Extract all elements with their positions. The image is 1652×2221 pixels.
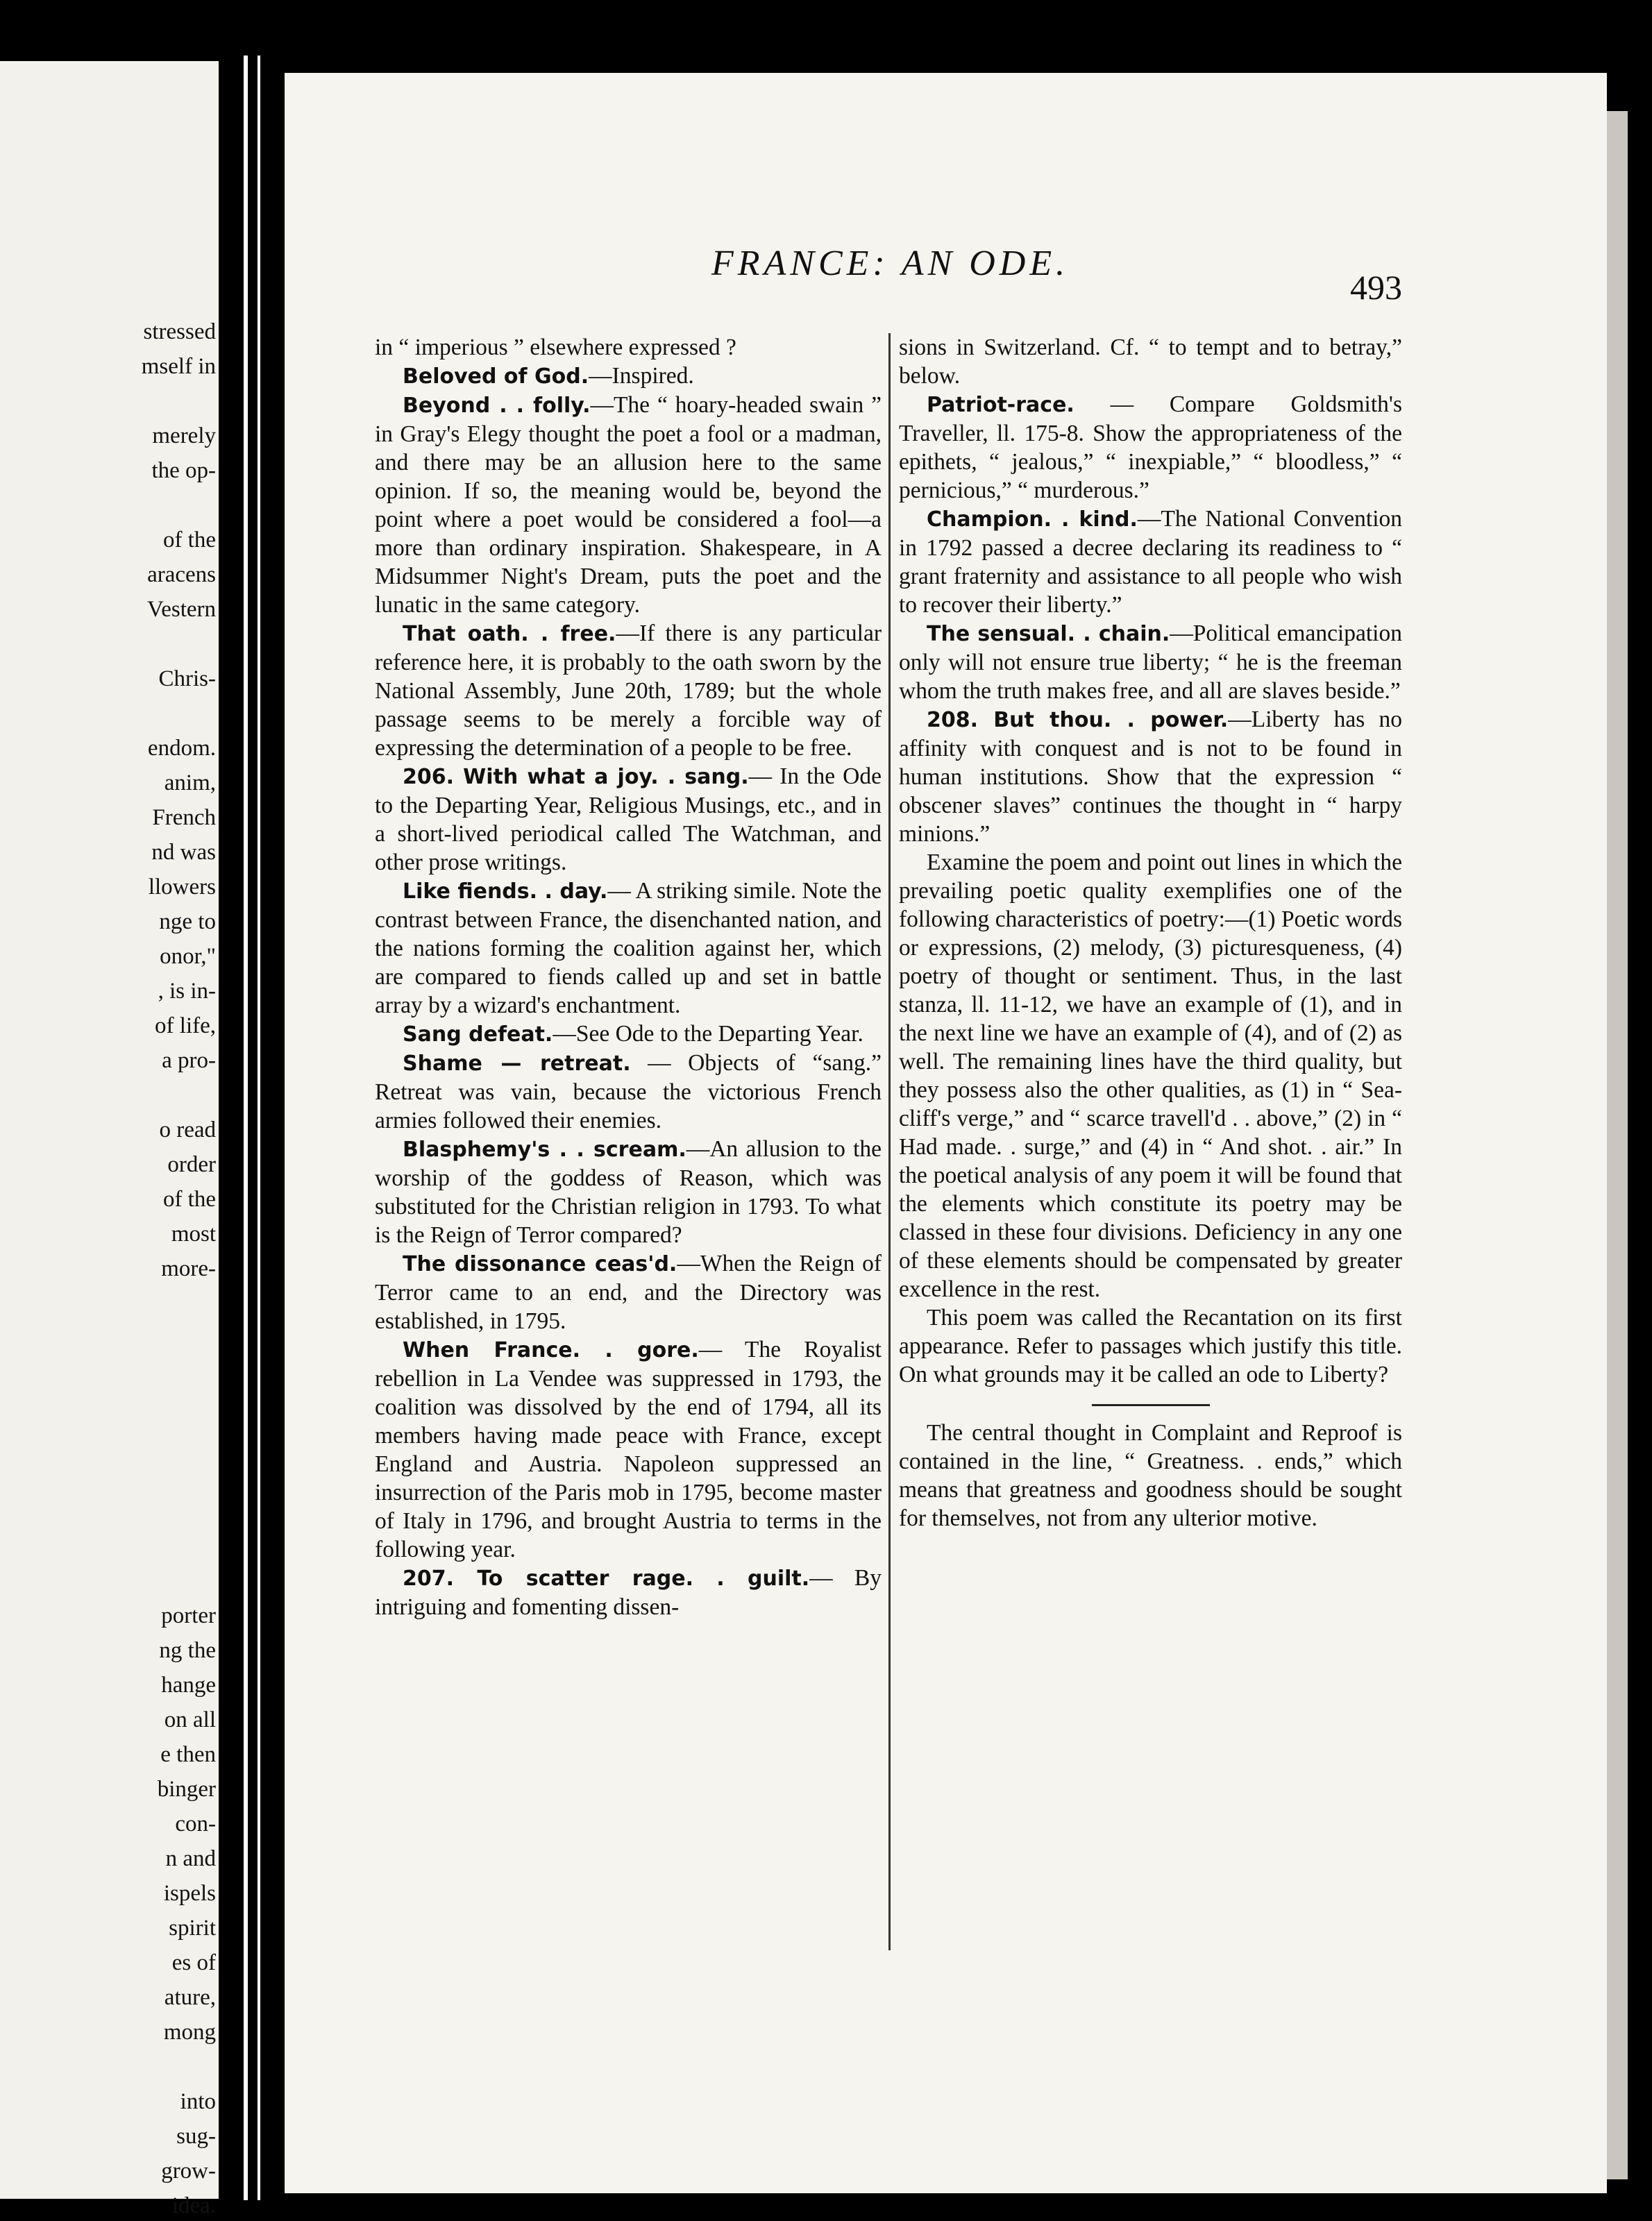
note-paragraph <box>375 1049 882 1135</box>
note-text: sions in Switzerland. Cf. “ to tempt and to betray,” below. <box>899 335 1402 389</box>
note-text: Examine the poem and point out lines in which the prevailing poetic quality exemplifies one of the following characteristics of poetry:—(1) Poetic words or expressions, (2) melody, (3) picturesqueness, (4) poetry of thought or sentiment. Thus, in the last stanza, ll. 11-12, we have an example of (1), and in the next line we have an example of (4), and of (2) as well. The remaining lines have the third quality, but they possess also the other qualities, as (1) in “ Sea-cliff's verge,” and “ scarce travell'd . . above,” (2) in “ Had made. . surge,” and (4) in “ And shot. . air.” In the poetical analysis of any poem it will be found that the elements which constitute its poetry may be classed in these four divisions. Deficiency in any one of these elements should be compensated by greater excellence in the rest. <box>899 850 1402 1302</box>
note-text: — Objects of “sang.” Retreat was vain, because the victorious French armies followed their enemies. <box>375 1050 882 1133</box>
note-headword: That oath. . free. <box>403 622 616 646</box>
left-page-line: order <box>167 1152 216 1177</box>
note-paragraph <box>899 705 1402 848</box>
note-paragraph <box>899 333 1402 390</box>
note-headword: Like fiends. . day. <box>403 879 608 904</box>
book-gutter <box>219 42 285 2200</box>
left-page-line: sug- <box>176 2124 216 2149</box>
left-page-line: merely <box>152 423 216 448</box>
left-page-line: aracens <box>147 562 216 587</box>
note-text: —Political emancipation only will not ensure true liberty; “ he is the freeman whom the truth makes free, and all are slaves beside.” <box>899 620 1402 704</box>
left-page-line: into <box>180 2089 216 2114</box>
left-page-line: binger <box>157 1777 216 1802</box>
left-page-line: nd was <box>151 840 216 865</box>
left-page-line: most <box>171 1222 216 1247</box>
note-paragraph <box>375 391 882 619</box>
left-page-line: mself in <box>141 354 216 379</box>
left-page-line: , is in- <box>158 979 216 1004</box>
left-page-line: more- <box>161 1256 216 1281</box>
note-text: — In the Ode to the Departing Year, Religious Musings, etc., and in a short-lived periodical called The Watchman, and other prose writings. <box>375 763 882 875</box>
note-paragraph <box>375 877 882 1020</box>
note-headword: Champion. . kind. <box>927 507 1138 532</box>
note-headword: Shame — retreat. <box>403 1052 631 1076</box>
note-headword: When France. . gore. <box>403 1338 699 1362</box>
note-text: —Inspired. <box>589 363 694 389</box>
note-paragraph <box>375 333 882 362</box>
note-text: — By intriguing and fomenting dissen- <box>375 1565 882 1620</box>
left-page-line: anim, <box>164 770 216 795</box>
note-text: —See Ode to the Departing Year. <box>553 1021 863 1047</box>
note-text: —Liberty has no affinity with conquest and is not to be found in human institutions. Show that the expression “ obscener slaves” continues the thought in “ harpy minions.” <box>899 707 1402 847</box>
left-page-line: o read <box>159 1117 216 1142</box>
note-text: — A striking simile. Note the contrast between France, the disenchanted nation, and the nations forming the coalition against her, which are compared to fiends called up and set in battle array by a wizard's enchantment. <box>375 878 882 1018</box>
left-page-line: mong <box>163 2020 216 2045</box>
note-headword: The sensual. . chain. <box>927 622 1170 646</box>
column-divider <box>888 333 891 1950</box>
note-paragraph <box>899 505 1402 619</box>
note-headword: 208. But thou. . power. <box>927 708 1229 732</box>
note-paragraph <box>375 1135 882 1249</box>
left-page-line: ispels <box>163 1881 216 1906</box>
left-page-line: endom. <box>147 736 216 761</box>
left-page-line: spirit <box>169 1916 216 1941</box>
left-page-line: Chris- <box>158 666 216 691</box>
right-text-column <box>899 333 1402 1532</box>
section-rule <box>1092 1404 1210 1406</box>
left-page-line: llowers <box>148 875 216 900</box>
left-page-line: stressed <box>143 319 216 344</box>
left-page-line: Vestern <box>147 597 216 622</box>
note-text: — Compare Goldsmith's Traveller, ll. 175-8. Show the appropriateness of the epithets, “ jealous,” “ inexpiable,” “ bloodless,” “ pernicious,” “ murderous.” <box>899 391 1402 503</box>
note-headword: 207. To scatter rage. . guilt. <box>403 1566 810 1591</box>
note-paragraph <box>375 619 882 762</box>
left-page-line: con- <box>175 1812 216 1836</box>
note-paragraph <box>375 362 882 391</box>
left-page-line: n and <box>165 1846 216 1871</box>
left-page-line: nge to <box>159 909 216 934</box>
note-text: This poem was called the Recantation on its first appearance. Refer to passages which justify this title. On what grounds may it be called an ode to Liberty? <box>899 1305 1402 1387</box>
left-page-line: of life, <box>155 1013 216 1038</box>
note-text: —The National Convention in 1792 passed a decree declaring its readiness to “ grant fraternity and assistance to all people who wish to recover their liberty.” <box>899 506 1403 618</box>
left-page-line: grow- <box>161 2159 216 2184</box>
left-page-line: a pro- <box>162 1048 216 1073</box>
left-page-line: on all <box>164 1707 216 1732</box>
left-page-line: ature, <box>164 1985 216 2010</box>
note-text: —An allusion to the worship of the goddess of Reason, which was substituted for the Christian religion in 1793. To what is the Reign of Terror compared? <box>375 1136 882 1248</box>
left-page-line: e then <box>160 1742 216 1767</box>
note-paragraph <box>899 619 1402 705</box>
note-text: in “ imperious ” elsewhere expressed ? <box>375 335 736 360</box>
note-headword: Blasphemy's . . scream. <box>403 1138 686 1162</box>
left-page-line: of the <box>162 527 216 552</box>
running-head: FRANCE: AN ODE. <box>711 244 1070 283</box>
note-paragraph <box>899 1419 1402 1532</box>
left-page-line: onor," <box>160 944 216 969</box>
note-paragraph <box>375 1335 882 1564</box>
left-page-line: of the <box>162 1187 216 1212</box>
note-headword: Beloved of God. <box>403 364 589 389</box>
note-paragraph <box>375 1564 882 1621</box>
note-paragraph <box>899 848 1402 1303</box>
note-paragraph <box>375 1249 882 1335</box>
left-page-line: porter <box>161 1603 216 1628</box>
note-text: — The Royalist rebellion in La Vendee was suppressed in 1793, the coalition was dissolved by the end of 1794, all its members having made peace with France, except England and Austria. Napoleon suppressed an insurrection of the Paris mob in 1795, become master of Italy in 1796, and brought Austria to terms in the following year. <box>375 1337 882 1562</box>
note-headword: The dissonance ceas'd. <box>403 1252 677 1276</box>
note-headword: Patriot-race. <box>927 393 1074 417</box>
page-edge <box>1607 111 1628 2179</box>
note-paragraph <box>375 762 882 877</box>
note-text: —If there is any particular reference here, it is probably to the oath sworn by the National Assembly, June 20th, 1789; but the whole passage seems to be merely a forcible way of expressing the determination of a people to be free. <box>375 620 882 761</box>
left-page-line: hange <box>161 1673 216 1698</box>
note-headword: Beyond . . folly. <box>403 394 591 418</box>
left-text-column <box>375 333 882 1621</box>
note-text: —The “ hoary-headed swain ” in Gray's Elegy thought the poet a fool or a madman, and there may be an allusion here to the same opinion. If so, the meaning would be, beyond the point where a poet would be considered a fool—a more than ordinary inspiration. Shakespeare, in A Midsummer Night's Dream, puts the poet and the lunatic in the same category. <box>375 392 882 618</box>
note-paragraph <box>375 1020 882 1049</box>
gutter-edge-line <box>244 56 248 2200</box>
note-text: The central thought in Complaint and Reproof is contained in the line, “ Greatness. . ends,” which means that greatness and goodness should be sought for themselves, not from any ulterior motive. <box>899 1420 1402 1531</box>
left-page-line: the op- <box>151 458 216 483</box>
note-paragraph <box>899 390 1402 505</box>
note-headword: Sang defeat. <box>403 1022 553 1047</box>
left-page-line: French <box>152 805 216 830</box>
left-page-fragment <box>0 61 219 2218</box>
note-paragraph <box>899 1303 1402 1389</box>
left-page-line: ng the <box>159 1638 216 1663</box>
left-page-line: es of <box>171 1950 216 1975</box>
left-page-line: idea. <box>171 2193 216 2218</box>
note-headword: 206. With what a joy. . sang. <box>403 765 749 789</box>
note-text: —When the Reign of Terror came to an end, and the Directory was established, in 1795. <box>375 1251 882 1334</box>
gutter-edge-line <box>258 56 260 2200</box>
page-number: 493 <box>1350 268 1402 307</box>
